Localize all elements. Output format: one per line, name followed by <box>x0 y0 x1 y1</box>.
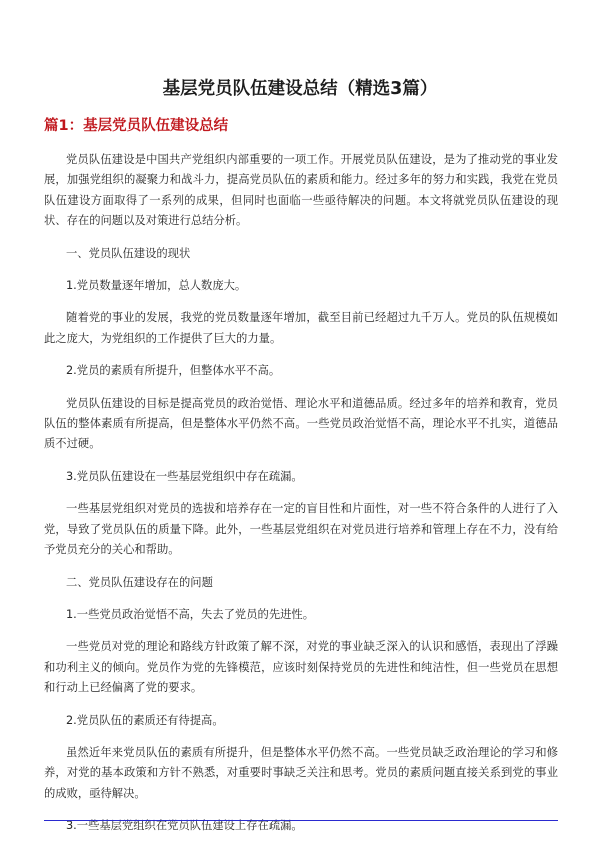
body-paragraph: 虽然近年来党员队伍的素质有所提升，但是整体水平仍然不高。一些党员缺乏政治理论的学习和修养，对党的基本政策和方针不熟悉，对重要时事缺乏关注和思考。党员的素质问题直接关系到党的事业的成败，亟待解决。 <box>44 745 558 800</box>
document-title: 基层党员队伍建设总结（精选3篇） <box>162 79 438 99</box>
point-heading: 1.一些党员政治觉悟不高，失去了党员的先进性。 <box>66 607 315 621</box>
body-paragraph: 一些基层党组织对党员的选拔和培养存在一定的盲目性和片面性，对一些不符合条件的人进行了入党，导致了党员队伍的质量下降。此外，一些基层党组织在对党员进行培养和管理上存在不力，没有给予党员充分的关心和帮助。 <box>44 502 558 557</box>
section-heading: 一、党员队伍建设的现状 <box>66 246 191 260</box>
document-body <box>44 150 558 849</box>
point-heading: 1.党员数量逐年增加，总人数庞大。 <box>66 279 247 293</box>
body-paragraph: 党员队伍建设是中国共产党组织内部重要的一项工作。开展党员队伍建设，是为了推动党的事业发展，加强党组织的凝聚力和战斗力，提高党员队伍的素质和能力。经过多年的努力和实践，我党在党员队伍建设方面取得了一系列的成果，但同时也面临一些亟待解决的问题。本文将就党员队伍建设的现状、存在的问题以及对策进行总结分析。 <box>44 153 558 228</box>
body-paragraph: 随着党的事业的发展，我党的党员数量逐年增加，截至目前已经超过九千万人。党员的队伍规模如此之庞大，为党组织的工作提供了巨大的力量。 <box>44 311 558 345</box>
section-heading: 二、党员队伍建设存在的问题 <box>66 575 213 589</box>
point-heading: 2.党员队伍的素质还有待提高。 <box>66 713 224 727</box>
point-heading: 2.党员的素质有所提升，但整体水平不高。 <box>66 364 281 378</box>
body-paragraph: 一些党员对党的理论和路线方针政策了解不深，对党的事业缺乏深入的认识和感悟，表现出了浮躁和功利主义的倾向。党员作为党的先锋模范，应该时刻保持党员的先进性和纯洁性，但一些党员在思想和行动上已经偏离了党的要求。 <box>44 640 558 695</box>
point-heading: 3.一些基层党组织在党员队伍建设上存在疏漏。 <box>66 819 303 833</box>
body-paragraph: 党员队伍建设的目标是提高党员的政治觉悟、理论水平和道德品质。经过多年的培养和教育，党员队伍的整体素质有所提高，但是整体水平仍然不高。一些党员政治觉悟不高，理论水平不扎实，道德品质不过硬。 <box>44 396 558 451</box>
point-heading: 3.党员队伍建设在一些基层党组织中存在疏漏。 <box>66 469 303 483</box>
section-subtitle: 篇1：基层党员队伍建设总结 <box>44 118 229 134</box>
footer-divider <box>44 820 558 821</box>
